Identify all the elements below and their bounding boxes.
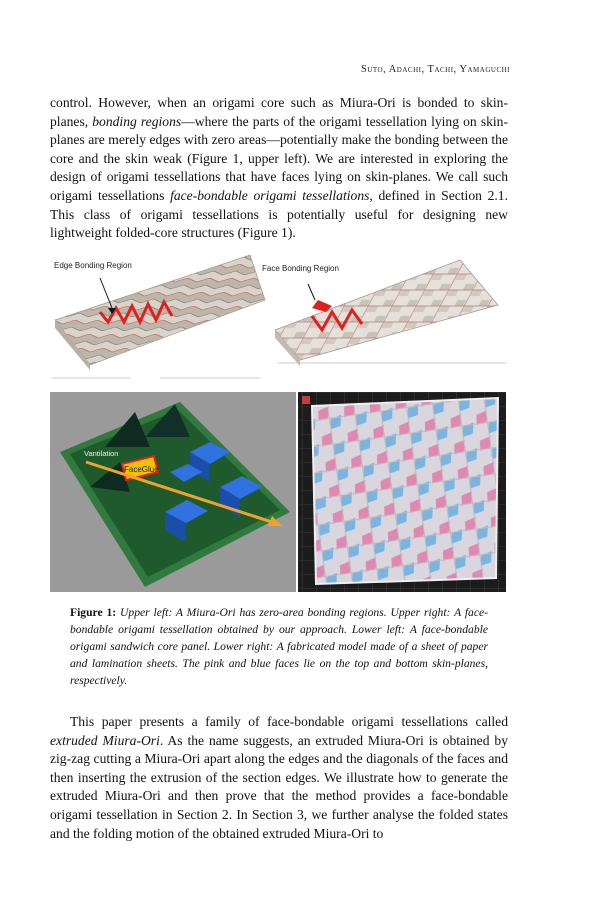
ventilation-label: Vantilation xyxy=(84,449,119,458)
figure-upper-panels xyxy=(50,250,510,385)
figure-lower-panels xyxy=(50,392,506,592)
caption-label: Figure 1: xyxy=(70,606,117,619)
text-run: . As the name suggests, an extruded Miura-Ori is obtained by zig-zag cutting a Miura-Ori apart along the edges and the diagonals of the faces and then inserting the extrusion of the section edges. We illustrate how to generate the extruded Miura-Ori and then prove that the method provides a face-bondable origami tessellation in Section 2. In Section 3, we further analyse the folded states and the folding motion of the obtained extruded Miura-Ori to xyxy=(50,732,508,841)
running-header: Suto, Adachi, Tachi, Yamaguchi xyxy=(360,64,510,75)
emphasis-face-bondable: face-bondable origami tessellations xyxy=(170,187,370,203)
caption-text: Upper left: A Miura-Ori has zero-area bonding regions. Upper right: A face-bondable origami tessellation obtained by our approach. Lower left: A face-bondable origami sandwich core panel. Lower right: A fabricated model made of a sheet of paper and lamination sheets. The pink and blue faces lie on the top and bottom skin-planes, respectively. xyxy=(70,606,488,687)
paragraph-extruded xyxy=(50,713,508,843)
text-run: control. However, when an origami core such as Miura-Ori is bonded to skin-planes, xyxy=(50,95,508,129)
lower-right-fabricated-photo xyxy=(298,392,506,592)
figure-caption xyxy=(70,604,488,689)
paragraph-intro xyxy=(50,94,508,243)
text-run: This paper presents a family of face-bondable origami tessellations called xyxy=(70,714,508,729)
face-bonding-label: Face Bonding Region xyxy=(262,264,339,273)
text-run: —where the parts of the origami tessellation lying on skin-planes are merely edges with zero areas—potentially make the bonding between the core and the skin weak (Figure 1, upper left). We are interested in exploring the design of origami tessellations that have faces lying on skin-planes. We call such origami tessellations xyxy=(50,113,509,203)
emphasis-bonding-regions: bonding regions xyxy=(92,113,182,129)
lower-left-sandwich-render xyxy=(50,392,296,592)
edge-bonding-label: Edge Bonding Region xyxy=(54,261,132,270)
text-run: , defined in Section 2.1. This class of origami tessellations is potentially useful for designing new lightweight folded-core structures (Figure 1). xyxy=(50,187,508,241)
upper-left-miura-ori xyxy=(52,255,265,378)
upper-right-face-bondable xyxy=(262,260,506,366)
emphasis-extruded-miura-ori: extruded Miura-Ori xyxy=(50,732,160,748)
faceglue-label: FaceGlue xyxy=(124,465,159,474)
